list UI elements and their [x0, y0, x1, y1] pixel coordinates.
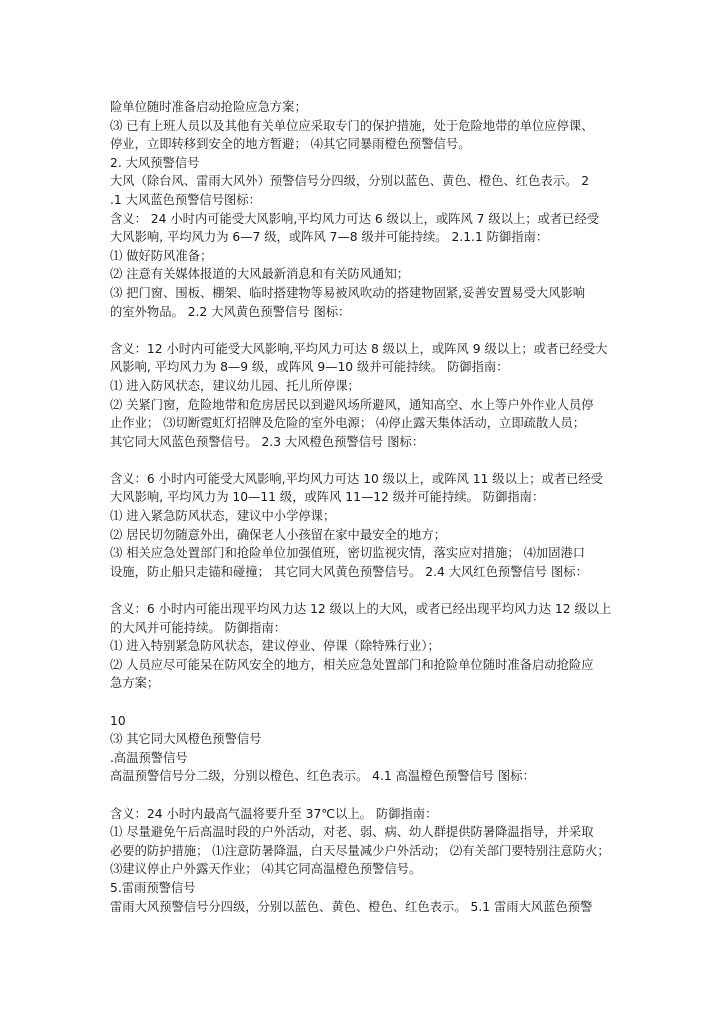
text-line: 大风（除台风、雷雨大风外）预警信号分四级，分别以蓝色、黄色、橙色、红色表示。 2	[110, 174, 590, 189]
text-line: 含义：12 小时内可能受大风影响,平均风力可达 8 级以上，或阵风 9 级以上；或者已经受大	[110, 341, 608, 356]
text-line: 10	[110, 713, 126, 728]
text-line: .高温预警信号	[110, 750, 188, 765]
text-line: ⑴ 进入防风状态，建议幼儿园、托儿所停课；	[110, 378, 360, 393]
text-line: ⑶ 相关应急处置部门和抢险单位加强值班，密切监视灾情，落实应对措施； ⑷加固港口	[110, 546, 586, 561]
text-line: ⑶ 已有上班人员以及其他有关单位应采取专门的保护措施，处于危险地带的单位应停课、	[110, 118, 594, 133]
text-line: 含义：24 小时内最高气温将要升至 37℃以上。 防御指南：	[110, 806, 438, 821]
blank-line	[110, 693, 624, 712]
text-line: ⑴ 进入特别紧急防风状态，建议停业、停课（除特殊行业）；	[110, 639, 440, 654]
text-line: 急方案；	[110, 676, 160, 691]
text-line: ⑶ 其它同大风橙色预警信号	[110, 732, 262, 747]
text-line: 高温预警信号分二级，分别以橙色、红色表示。 4.1 高温橙色预警信号 图标：	[110, 769, 535, 784]
text-line: ⑶建议停止户外露天作业； ⑷其它同高温橙色预警信号。	[110, 862, 422, 877]
text-line: 含义： 24 小时内可能受大风影响,平均风力可达 6 级以上，或阵风 7 级以上；或者已经受	[110, 211, 600, 226]
blank-line	[110, 321, 624, 340]
text-line: 含义：6 小时内可能出现平均风力达 12 级以上的大风，或者已经出现平均风力达 12 级以上	[110, 602, 612, 617]
text-line: ⑵ 人员应尽可能呆在防风安全的地方，相关应急处置部门和抢险单位随时准备启动抢险应	[110, 657, 594, 672]
text-line: 的大风并可能持续。 防御指南：	[110, 620, 287, 635]
text-line: 5.雷雨预警信号	[110, 880, 196, 895]
text-line: 大风影响, 平均风力为 6—7 级，或阵风 7—8 级并可能持续。 2.1.1 防御指南：	[110, 230, 549, 245]
text-line: 其它同大风蓝色预警信号。 2.3 大风橙色预警信号 图标：	[110, 434, 425, 449]
blank-line	[110, 581, 624, 600]
text-line: ⑴ 尽量避免午后高温时段的户外活动，对老、弱、病、幼人群提供防暑降温指导，并采取	[110, 825, 594, 840]
text-line: ⑴ 进入紧急防风状态，建议中小学停课；	[110, 509, 336, 524]
text-line: ⑵ 居民切勿随意外出，确保老人小孩留在家中最安全的地方；	[110, 527, 446, 542]
blank-line	[110, 786, 624, 805]
text-line: 险单位随时准备启动抢险应急方案；	[110, 100, 307, 114]
blank-line	[110, 451, 624, 470]
text-line: 的室外物品。 2.2 大风黄色预警信号 图标：	[110, 304, 351, 319]
text-line: ⑴ 做好防风准备；	[110, 248, 213, 263]
text-line: 止作业； ⑶切断霓虹灯招牌及危险的室外电源； ⑷停止露天集体活动，立即疏散人员；	[110, 416, 586, 431]
text-line: 含义：6 小时内可能受大风影响,平均风力可达 10 级以上，或阵风 11 级以上；或者已经受	[110, 471, 603, 486]
text-line: ⑵ 关紧门窗，危险地带和危房居民以到避风场所避风，通知高空、水上等户外作业人员停	[110, 397, 594, 412]
text-line: ⑶ 把门窗、围板、棚架、临时搭建物等易被风吹动的搭建物固紧,妥善安置易受大风影响	[110, 285, 586, 300]
text-line: 设施，防止船只走锚和碰撞； 其它同大风黄色预警信号。 2.4 大风红色预警信号 图标：	[110, 564, 588, 579]
text-line: 必要的防护措施； ⑴注意防暑降温，白天尽量减少户外活动； ⑵有关部门要特别注意防火；	[110, 843, 610, 858]
text-line: .1 大风蓝色预警信号图标：	[110, 192, 261, 207]
text-line: 2. 大风预警信号	[110, 155, 200, 170]
text-line: 停业，立即转移到安全的地方暂避； ⑷其它同暴雨橙色预警信号。	[110, 137, 471, 152]
text-line: 风影响, 平均风力为 8—9 级，或阵风 9—10 级并可能持续。 防御指南：	[110, 360, 509, 375]
text-line: ⑵ 注意有关媒体报道的大风最新消息和有关防风通知；	[110, 267, 410, 282]
text-line: 大风影响, 平均风力为 10—11 级，或阵风 11—12 级并可能持续。 防御指南：	[110, 490, 545, 505]
text-line: 雷雨大风预警信号分四级，分别以蓝色、黄色、橙色、红色表示。 5.1 雷雨大风蓝色预警	[110, 899, 593, 914]
